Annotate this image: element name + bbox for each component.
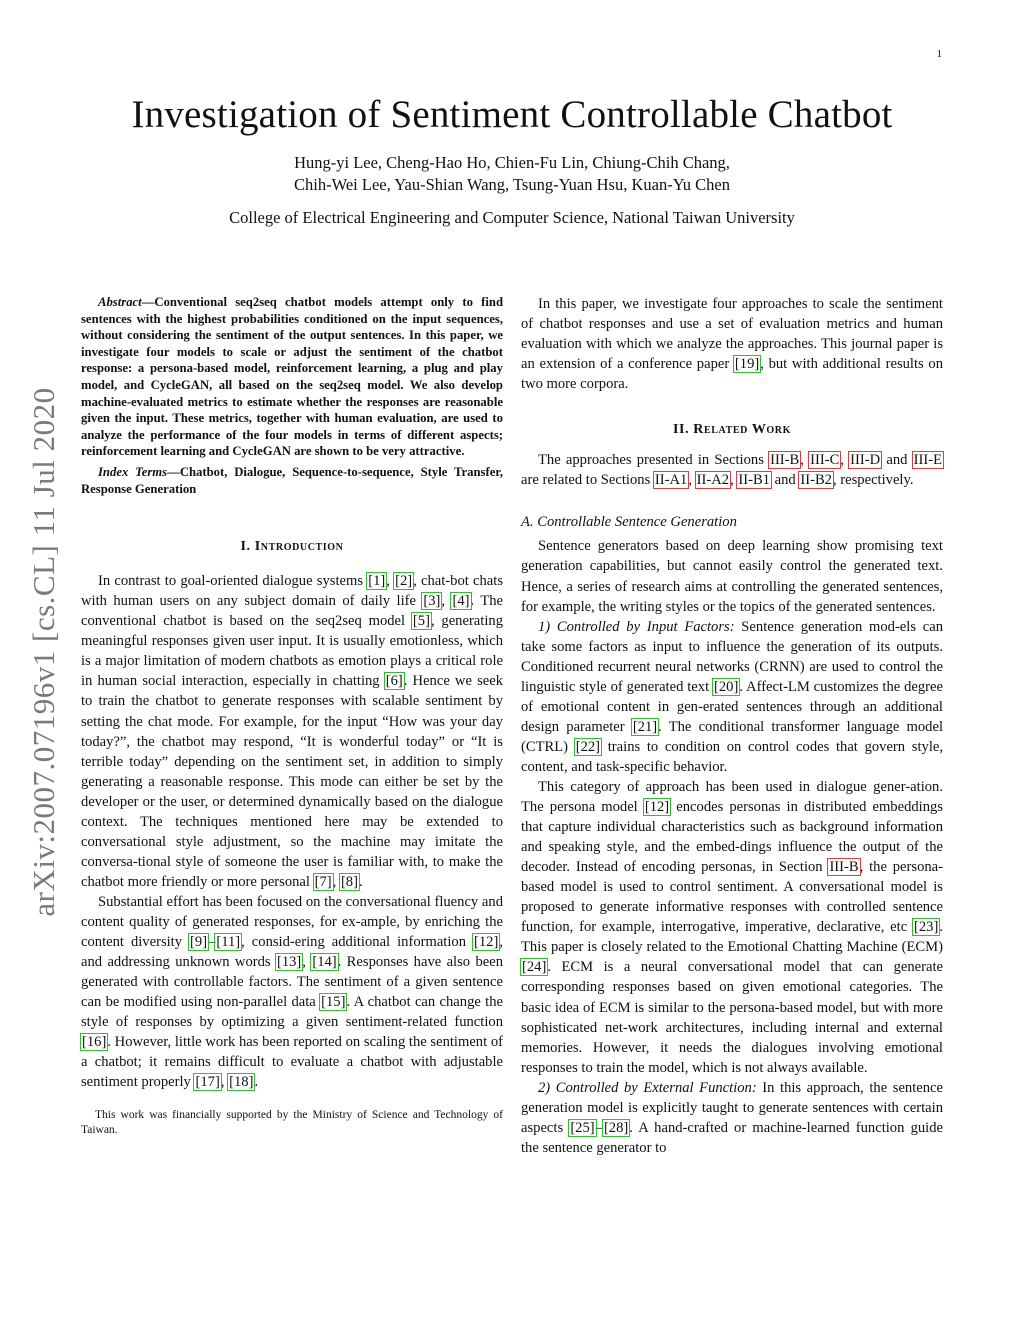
intro-paragraph-1 <box>81 571 503 892</box>
left-column <box>81 294 503 1138</box>
section-heading-related-work: II. Related Work <box>672 422 791 438</box>
citation-link[interactable]: [16] <box>82 1034 107 1051</box>
text-run: . Responses have also been generated with controllable factors. The sentiment of a given sentence can be modified using non-parallel data <box>81 954 504 1011</box>
text-run: , consid-ering additional information <box>241 934 474 951</box>
citation-link[interactable]: [22] <box>575 738 601 755</box>
text-run: , <box>730 472 738 489</box>
text-run: . The conditional transformer language model (CTRL) <box>521 718 944 755</box>
text-run: , <box>386 573 395 590</box>
index-terms-lead: Index Terms <box>98 464 168 479</box>
text-run: . This paper is closely related to the Emotional Chatting Machine (ECM) <box>521 919 943 956</box>
paper-title: Investigation of Sentiment Controllable Chatbot <box>131 93 893 136</box>
text-run: . Affect-LM customizes the degree of emotional content in gen-erated sentences through an additional design parameter <box>521 678 943 735</box>
citation-link[interactable]: [1] <box>368 573 386 590</box>
text-run: , respectively. <box>832 472 914 489</box>
citation-link[interactable]: [20] <box>714 678 739 695</box>
citation-link[interactable]: [5] <box>412 613 430 630</box>
subsection-heading-controllable-generation: A. Controllable Sentence Generation <box>521 514 737 531</box>
subsection-a-paragraph-1: Sentence generators based on deep learning show promising text generation capabilities, but cannot easily control the generated text. Hence, a series of research aims at controlling the generated sentences, for example, the writing styles or the topics of the generated sentences. <box>521 538 943 615</box>
citation-link[interactable]: [8] <box>340 873 358 890</box>
text-run: . <box>358 873 363 890</box>
text-run: , generating meaningful responses given user input. It is usually emotionless, which is a major limitation of modern chatbots as emotion plays a critical role in human social interaction, especially in chatting <box>81 613 503 690</box>
citation-link[interactable]: [13] <box>276 954 302 971</box>
text-run: This category of approach has been used in dialogue gener-ation. The persona model <box>521 778 943 816</box>
text-run: Sentence generation mod-els can take some factors as input to influence the generation of its outputs. Conditioned recurrent neural networks (CRNN) are used to control the linguistic style of generated text <box>521 618 943 695</box>
text-run: . Hence we seek to train the chatbot to generate responses with scalable sentiment by setting the chat mode. For example, for the input “How was your day today?”, the chatbot may respond, “It is wonderful today” or “It is terrible today” depending on the sentiment set, in addition to simply generating a reasonable response. This mode can either be set by the developer or the user, or determined dynamically based on the dialogue context. The techniques mentioned here may be extended to conversational style adjustment, so the machine may imitate the conversa-tional style of someone the user is familiar with, to make the chatbot more friendly or more personal <box>81 673 503 890</box>
text-run: encodes personas in distributed embeddings that capture individual characteristics such as background information and speaking style, and the embed-dings influence the output of the decoder. Instead of encoding personas, in Section <box>521 799 944 876</box>
citation-link[interactable]: [11] <box>216 934 241 951</box>
citation-link[interactable]: [9] <box>190 934 208 951</box>
intro-paragraph-2 <box>81 892 503 1092</box>
citation-link[interactable]: [19] <box>734 356 760 373</box>
affiliation: College of Electrical Engineering and Computer Science, National Taiwan University <box>229 208 795 227</box>
text-run: The approaches presented in Sections <box>538 452 770 469</box>
citation-link[interactable]: [18] <box>229 1074 254 1091</box>
text-run: . The conventional chatbot is based on the seq2seq model <box>81 593 504 630</box>
section-ref-link[interactable]: II-B2 <box>800 472 832 489</box>
page-number: 1 <box>936 48 942 60</box>
author-line-2: Chih-Wei Lee, Yau-Shian Wang, Tsung-Yuan Hsu, Kuan-Yu Chen <box>294 175 730 194</box>
arxiv-identifier-stamp: arXiv:2007.07196v1 [cs.CL] 11 Jul 2020 <box>26 387 61 917</box>
text-run: , and addressing unknown words <box>81 934 503 971</box>
text-run: , chat-bot chats with human users on any subject domain of daily life <box>81 573 504 610</box>
citation-link[interactable]: [2] <box>395 573 413 590</box>
abstract <box>81 294 503 460</box>
index-terms-text: —Chatbot, Dialogue, Sequence-to-sequence, Style Transfer, Response Generation <box>81 464 503 496</box>
text-run: , <box>840 452 850 469</box>
index-terms <box>81 464 503 497</box>
text-run: are related to Sections <box>521 472 654 489</box>
citation-link[interactable]: [21] <box>632 718 658 735</box>
subsection-a-paragraph-4 <box>521 1078 943 1158</box>
citation-link[interactable]: [24] <box>522 959 547 976</box>
citation-link[interactable]: [12] <box>474 934 499 951</box>
section-ref-link[interactable]: II-A2 <box>696 472 730 489</box>
section-heading-introduction: I. Introduction <box>240 539 344 555</box>
citation-link[interactable]: [6] <box>385 673 403 690</box>
text-run: , <box>800 452 810 469</box>
text-run: , <box>332 873 340 890</box>
citation-link[interactable]: [15] <box>321 994 346 1011</box>
author-line-1: Hung-yi Lee, Cheng-Hao Ho, Chien-Fu Lin, Chiung-Chih Chang, <box>294 153 730 172</box>
text-run: , <box>688 472 696 489</box>
text-run: Substantial effort has been focused on the conversational fluency and content quality of generated responses, for ex-ample, by enriching the content diversity <box>81 893 503 951</box>
text-run: In contrast to goal-oriented dialogue systems <box>98 573 368 590</box>
text-run: and <box>881 452 913 469</box>
citation-link[interactable]: [4] <box>452 593 470 610</box>
citation-link[interactable]: [23] <box>914 919 939 936</box>
section-ref-link[interactable]: III-D <box>850 452 881 469</box>
related-work-paragraph-1 <box>521 450 943 490</box>
subsection-a-paragraph-3 <box>521 777 943 1078</box>
section-ref-link[interactable]: III-E <box>913 452 942 469</box>
right-column <box>521 294 943 1158</box>
author-list <box>0 152 1024 196</box>
citation-link[interactable]: [7] <box>314 873 332 890</box>
abstract-text: —Conventional seq2seq chatbot models attempt only to find sentences with the highest probabilities conditioned on the input sequences, without considering the sentiment of the output sentences. In this paper, we investigate four models to scale or adjust the sentiment of the chatbot response: a persona-based model, reinforcement learning, a plug and play model, and CycleGAN, all based on the seq2seq model. We also develop machine-evaluated metrics to estimate whether the responses are reasonable given the input. These metrics, together with human evaluation, are used to analyze the performance of the four models in terms of different aspects; reinforcement learning and CycleGAN are shown to be very attractive. <box>81 295 503 459</box>
text-run: trains to condition on control codes that govern style, content, and task-specific behavior. <box>521 738 943 775</box>
intro-paragraph-3 <box>521 294 943 394</box>
text-run: , <box>441 593 452 610</box>
section-ref-link[interactable]: III-B <box>829 859 859 876</box>
text-run: . ECM is a neural conversational model that can generate corresponding responses based on given emotional categories. The basic idea of ECM is similar to the persona-based model, but with more sophisticated net-work architectures, including internal and external memories. However, it needs the dialogues involving emotional responses to train the model, which is not always available. <box>521 959 943 1076</box>
text-run: – <box>595 1119 603 1136</box>
text-run: . A chatbot can change the style of responses by optimizing a given sentiment-related function <box>81 994 503 1031</box>
text-run: – <box>208 934 216 951</box>
section-ref-link[interactable]: III-B <box>770 452 800 469</box>
citation-link[interactable]: [12] <box>644 799 670 816</box>
citation-link[interactable]: [28] <box>603 1119 629 1136</box>
text-run: In this approach, the sentence generation model is explicitly taught to generate sentences with certain aspects <box>521 1079 943 1136</box>
text-run: , <box>220 1074 229 1091</box>
funding-footnote: This work was financially supported by the Ministry of Science and Technology of Taiwan. <box>81 1109 503 1137</box>
section-ref-link[interactable]: II-A1 <box>654 472 688 489</box>
citation-link[interactable]: [14] <box>312 954 337 971</box>
citation-link[interactable]: [17] <box>195 1074 220 1091</box>
paragraph-heading-external-function: 2) Controlled by External Function: <box>538 1079 757 1096</box>
text-run: and <box>770 472 800 489</box>
subsection-a-paragraph-2 <box>521 617 943 777</box>
paragraph-heading-input-factors: 1) Controlled by Input Factors: <box>538 618 735 635</box>
section-ref-link[interactable]: III-C <box>810 452 840 469</box>
text-run: . A hand-crafted or machine-learned function guide the sentence generator to <box>521 1119 943 1156</box>
text-run: . However, little work has been reported on scaling the sentiment of a chatbot; it remains difficult to evaluate a chatbot with adjustable sentiment properly <box>81 1034 503 1091</box>
text-run: In this paper, we investigate four approaches to scale the sentiment of chatbot responses and use a set of evaluation metrics and human evaluation with which we analyze the approaches. This journal paper is an extension of a conference paper <box>521 296 943 373</box>
text-run: , <box>302 954 312 971</box>
citation-link[interactable]: [3] <box>423 593 441 610</box>
citation-link[interactable]: [25] <box>570 1119 595 1136</box>
text-run: , but with additional results on two more corpora. <box>521 356 943 393</box>
section-ref-link[interactable]: II-B1 <box>738 472 770 489</box>
text-run: , the persona-based model is used to control sentiment. A conversational model is proposed to generate informative responses with controlled sentence function, for example, interrogative, imperative, declarative, etc <box>521 859 943 936</box>
abstract-lead: Abstract <box>98 295 142 309</box>
text-run: . <box>254 1074 259 1091</box>
